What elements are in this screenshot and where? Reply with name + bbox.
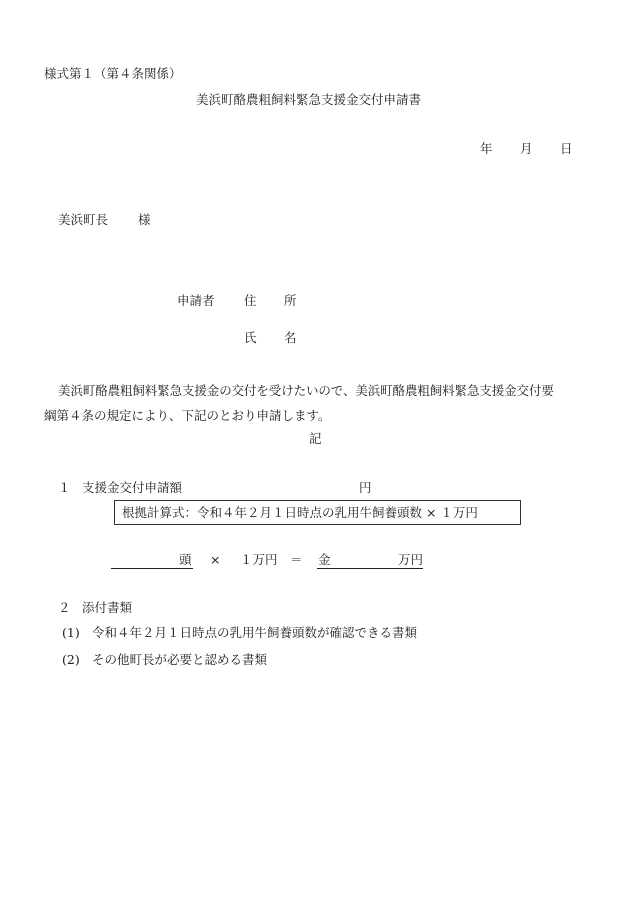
attachment-item-2-num: (2) bbox=[62, 652, 80, 667]
body-text-line1: 美浜町酪農粗飼料緊急支援金の交付を受けたいので、美浜町酪農粗飼料緊急支援金交付要 bbox=[58, 383, 554, 398]
calc-man-yen: 万円 bbox=[398, 552, 424, 567]
date-month-label: 月 bbox=[520, 141, 533, 156]
calc-rate: １万円 bbox=[240, 552, 278, 567]
attachment-item-2-text: その他町長が必要と認める書類 bbox=[92, 652, 268, 667]
section1-unit: 円 bbox=[359, 480, 372, 495]
date-year-label: 年 bbox=[480, 141, 493, 156]
body-text-line2: 綱第４条の規定により、下記のとおり申請します。 bbox=[44, 408, 331, 423]
applicant-label: 申請者 bbox=[177, 293, 215, 308]
attachment-item-1-num: (1) bbox=[62, 625, 80, 640]
date-day-label: 日 bbox=[560, 141, 573, 156]
address-label-char1: 住 bbox=[244, 293, 257, 308]
calc-times: × bbox=[210, 552, 221, 567]
formula-text: 根拠計算式：令和４年２月１日時点の乳用牛飼養頭数 × １万円 bbox=[122, 505, 478, 520]
ki-heading: 記 bbox=[309, 431, 322, 446]
addressee-honorific: 様 bbox=[138, 212, 151, 227]
head-count-underline bbox=[111, 568, 193, 569]
section1-label: 支援金交付申請額 bbox=[82, 480, 183, 495]
form-number: 様式第１（第４条関係） bbox=[44, 66, 182, 81]
addressee-name: 美浜町長 bbox=[58, 212, 109, 227]
section2-label: 添付書類 bbox=[82, 600, 133, 615]
address-label-char2: 所 bbox=[284, 293, 297, 308]
amount-underline bbox=[317, 568, 423, 569]
calc-head-unit: 頭 bbox=[179, 552, 192, 567]
name-label-char1: 氏 bbox=[244, 330, 257, 345]
document-title: 美浜町酪農粗飼料緊急支援金交付申請書 bbox=[196, 92, 422, 107]
name-label-char2: 名 bbox=[284, 330, 297, 345]
section2-number: ２ bbox=[58, 600, 71, 615]
attachment-item-1-text: 令和４年２月１日時点の乳用牛飼養頭数が確認できる書類 bbox=[92, 625, 418, 640]
section1-number: １ bbox=[58, 480, 71, 495]
calc-equals: ＝ bbox=[290, 552, 303, 567]
calc-kin: 金 bbox=[318, 552, 331, 567]
